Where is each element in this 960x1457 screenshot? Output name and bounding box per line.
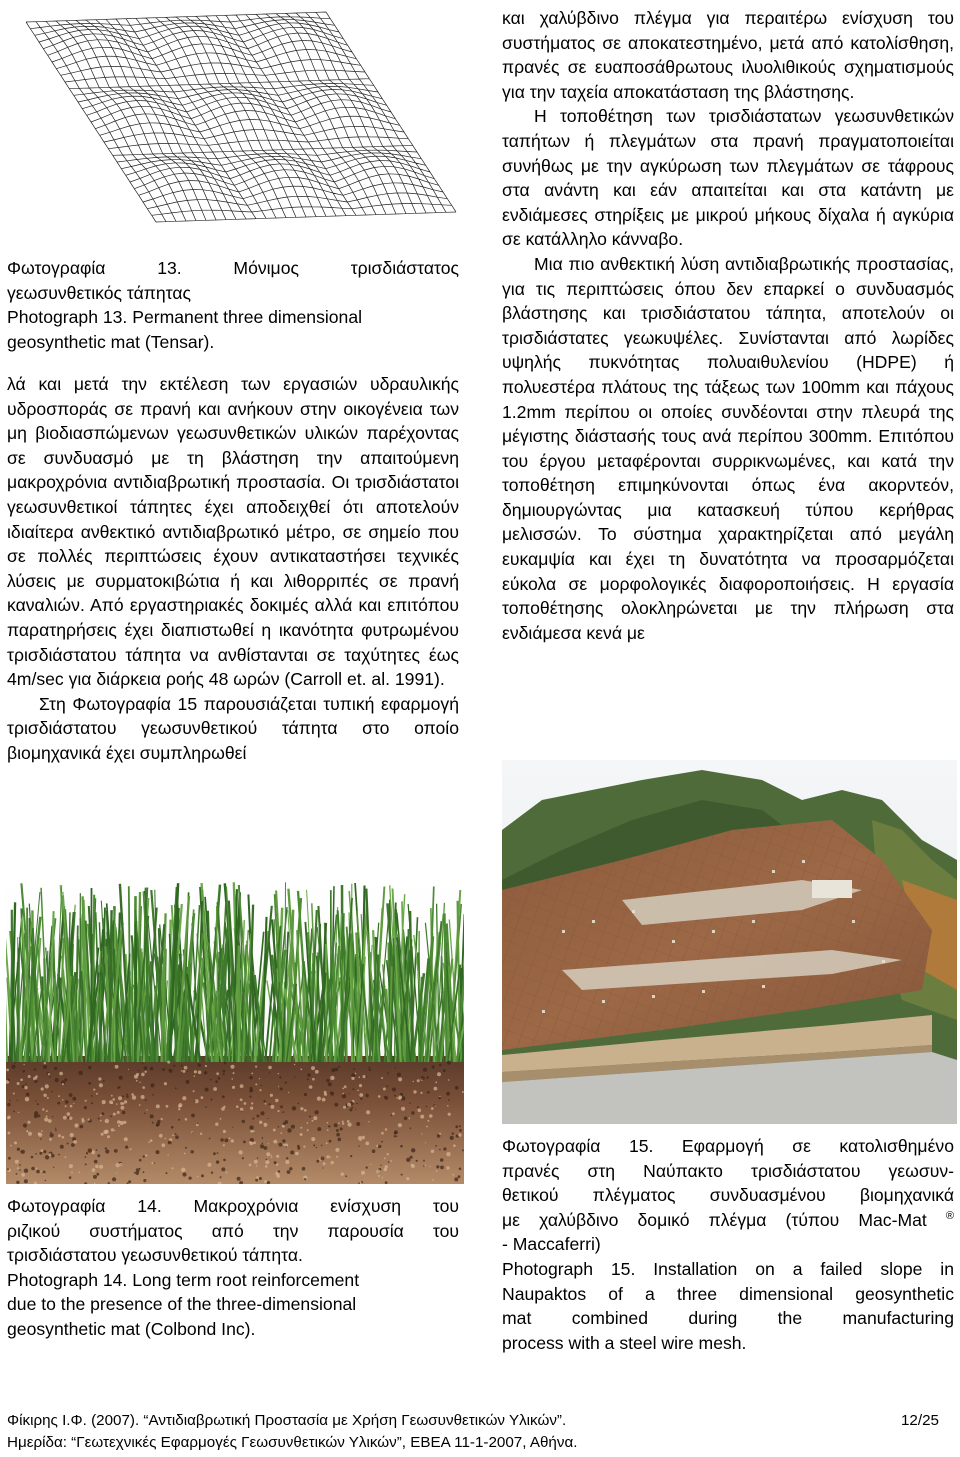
caption-line: geosynthetic mat (Colbond Inc). (7, 1318, 256, 1339)
caption-line: - Maccaferri) (502, 1234, 601, 1255)
caption-line: due to the presence of the three-dimensional (7, 1294, 357, 1315)
body-paragraph: και χαλύβδινο πλέγμα για περαιτέρω ενίσχυση του συστήματος σε αποκατεστημένο, μετά από κατολίσθηση, πρανές σε ευαποσάθρωτους ιλυολιθικούς σχηματισμούς για την ταχεία αποκατάσταση της βλάστησης. (502, 8, 954, 102)
body-paragraph: Στη Φωτογραφία 15 παρουσιάζεται τυπική εφαρμογή τρισδιάστατου γεωσυνθετικού τάπητα στο οποίο βιομηχανικά έχει συμπληρωθεί (7, 693, 459, 763)
citation-author: Φίκιρης Ι.Φ. (2007). (7, 1412, 144, 1429)
caption-line (502, 1208, 954, 1233)
body-paragraph: λά και μετά την εκτέλεση των εργασιών υδραυλικής υδροσποράς σε πρανή και ανήκουν στην οικογένεια των μη βιοδιασπώμενων γεωσυνθετικών υλικών παρέχοντας σε συνδυασμό με τη βλάστηση την απαιτούμενη μακροχρόνια αντιδιαβρωτική προστασία. Οι τρισδιάστατοι γεωσυνθετικοί τάπητες έχει αποδειχθεί ότι αποτελούν ιδιαίτερα ανθεκτικό αντιδιαβρωτικό μέτρο, σε σημείο που σε πολλές περιπτώσεις έχουν αντικαταστήσει τεχνικές λύσεις με συρματοκιβώτια ή και λιθορριπές σε πρανή καναλιών. Από εργαστηριακές δοκιμές αλλά και επιτόπου παρατηρήσεις έχει διαπιστωθεί η ικανότητα φυτρωμένου τρισδιάστατου τάπητα να ανθίστανται σε ταχύτητες έως 4m/sec για διάρκεια ροής 48 ωρών (Carroll et. al. 1991). (7, 374, 459, 690)
caption-line: Photograph 15. Installation on a failed slope in (502, 1258, 954, 1279)
3d-mesh-mat-illustration (6, 2, 468, 248)
slope-with-mesh-photo (502, 760, 957, 1124)
figure-15-caption (502, 1134, 954, 1355)
caption-line: Φωτογραφία 15. Εφαρμογή σε κατολισθημένο (502, 1136, 954, 1156)
trademark-symbol: ® (945, 1209, 954, 1222)
caption-line: process with a steel wire mesh. (502, 1332, 747, 1353)
footer-event: Ημερίδα: “Γεωτεχνικές Εφαρμογές Γεωσυνθετικών Υλικών”, ΕΒΕΑ 11-1-2007, Αθήνα. (7, 1434, 578, 1451)
right-column-text (502, 6, 954, 645)
grass-roots-soil-photo (6, 876, 464, 1184)
figure-14-caption (7, 1194, 459, 1342)
body-paragraph: Μια πιο ανθεκτική λύση αντιδιαβρωτικής προστασίας, για τις περιπτώσεις όπου δεν επαρκεί ο συνδυασμός βλάστησης και τρισδιάστατου τάπητα, αποτελούν οι τρισδιάστατες γεωκυψέλες. Συνίστανται από λωρίδες υψηλής πυκνότητας πολυαιθυλενίου (HDPE) ή πολυεστέρα πλάτους της τάξεως των 100mm και πάχους 1.2mm περίπου οι οποίες συνδέονται στην πλευρά της μέγιστης διάστασής τους ανά περίπου 300mm. Επιτόπου του έργου μεταφέρονται συρρικνωμένες, και κατά την τοποθέτηση επιμηκύνονται όπως ένα ακορντεόν, δημιουργώντας μια κατασκευή τύπου κερήθρας μελισσών. Το σύστημα χαρακτηρίζεται από μεγάλη ευκαμψία και έχει τη δυνατότητα να προσαρμόζεται εύκολα σε μορφολογικές διαφοροποιήσεις. Η εργασία τοποθέτησης ολοκληρώνεται με την πλήρωση στα ενδιάμεσα κενά με (502, 253, 954, 643)
footer-citation (7, 1410, 566, 1432)
caption-line: γεωσυνθετικός τάπητας (7, 282, 192, 303)
caption-line: τρισδιάστατου γεωσυνθετικού τάπητα. (7, 1245, 303, 1266)
caption-line: Naupaktos of a three dimensional geosynthetic (502, 1283, 954, 1304)
caption-line-text: με χαλύβδινο δομικό πλέγμα (τύπου Mac-Mat (502, 1209, 927, 1230)
caption-line: πρανές στη Ναύπακτο τρισδιάστατου γεωσυν- (502, 1160, 954, 1181)
page-footer (7, 1410, 939, 1454)
caption-line: θετικού πλέγματος συνδυασμένου βιομηχανικά (502, 1185, 954, 1206)
caption-line: ριζικού συστήματος από την παρουσία του (7, 1220, 459, 1241)
caption-line: Photograph 14. Long term root reinforcement (7, 1269, 360, 1290)
figure-14-image (6, 876, 464, 1184)
figure-13-image (6, 2, 468, 248)
page-number: 12/25 (900, 1412, 939, 1429)
caption-line: Φωτογραφία 13. Μόνιμος τρισδιάστατος (7, 258, 459, 278)
figure-15-image (502, 760, 957, 1124)
footer-citation-row (7, 1410, 939, 1432)
figure-13-caption (7, 256, 459, 354)
left-column-text (7, 372, 459, 766)
citation-title: “Αντιδιαβρωτική Προστασία με Χρήση Γεωσυνθετικών Υλικών”. (143, 1412, 567, 1429)
caption-line: Photograph 13. Permanent three dimensional (7, 307, 363, 328)
caption-line: mat combined during the manufacturing (502, 1308, 954, 1329)
caption-line: geosynthetic mat (Tensar). (7, 331, 215, 352)
caption-line: Φωτογραφία 14. Μακροχρόνια ενίσχυση του (7, 1196, 459, 1216)
body-paragraph: Η τοποθέτηση των τρισδιάστατων γεωσυνθετικών ταπήτων ή πλεγμάτων στα πρανή πραγματοποιείται συνήθως με την αγκύρωση των πλεγμάτων σε τάφρους στα ανάντη και εάν απαιτείται και στα κατάντη με ενδιάμεσες στηρίξεις με μικρού μήκους δίχαλα ή αγκύρια σε κατάλληλο κάνναβο. (502, 106, 954, 250)
